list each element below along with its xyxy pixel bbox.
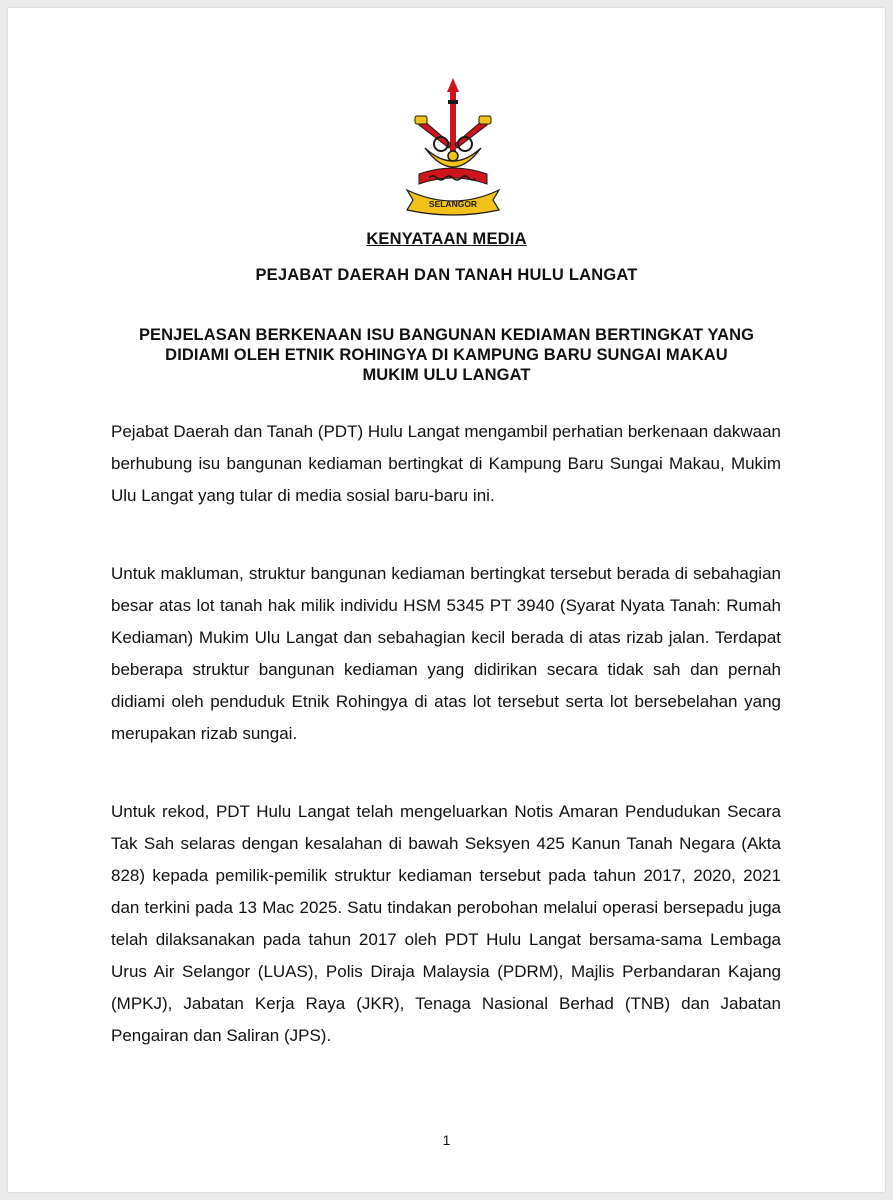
page-number: 1 xyxy=(442,1132,451,1148)
office-name: PEJABAT DAERAH DAN TANAH HULU LANGAT xyxy=(255,266,638,284)
body-paragraph-2: Untuk makluman, struktur bangunan kediaman bertingkat tersebut berada di sebahagian besar atas lot tanah hak milik individu HSM 5345 PT 3940 (Syarat Nyata Tanah: Rumah Kediaman) Mukim Ulu Langat dan sebahagian kecil berada di atas rizab jalan. Terdapat beberapa struktur bangunan kediaman yang didirikan secara tidak sah dan pernah didiami oleh penduduk Etnik Rohingya di atas lot tersebut serta lot bersebelahan yang merupakan rizab sungai. xyxy=(111,564,781,743)
document-page xyxy=(8,8,885,1192)
body-paragraph-1: Pejabat Daerah dan Tanah (PDT) Hulu Langat mengambil perhatian berkenaan dakwaan berhubung isu bangunan kediaman bertingkat di Kampung Baru Sungai Makau, Mukim Ulu Langat yang tular di media sosial baru-baru ini. xyxy=(111,422,781,505)
subject-line: DIDIAMI OLEH ETNIK ROHINGYA DI KAMPUNG BARU SUNGAI MAKAU xyxy=(165,346,728,364)
subject-line: MUKIM ULU LANGAT xyxy=(362,366,531,384)
subject-heading xyxy=(98,325,795,385)
selangor-crest-logo xyxy=(403,78,503,218)
subject-line: PENJELASAN BERKENAAN ISU BANGUNAN KEDIAMAN BERTINGKAT YANG xyxy=(138,326,755,344)
media-statement-title: KENYATAAN MEDIA xyxy=(366,230,527,248)
body-paragraph-3: Untuk rekod, PDT Hulu Langat telah mengeluarkan Notis Amaran Pendudukan Secara Tak Sah selaras dengan kesalahan di bawah Seksyen 425 Kanun Tanah Negara (Akta 828) kepada pemilik-pemilik struktur kediaman tersebut pada tahun 2017, 2020, 2021 dan terkini pada 13 Mac 2025. Satu tindakan perobohan melalui operasi bersepadu juga telah dilaksanakan pada tahun 2017 oleh PDT Hulu Langat bersama-sama Lembaga Urus Air Selangor (LUAS), Polis Diraja Malaysia (PDRM), Majlis Perbandaran Kajang (MPKJ), Jabatan Kerja Raya (JKR), Tenaga Nasional Berhad (TNB) dan Jabatan Pengairan dan Saliran (JPS). xyxy=(111,802,781,1045)
crest-banner-text: SELANGOR xyxy=(428,199,478,209)
